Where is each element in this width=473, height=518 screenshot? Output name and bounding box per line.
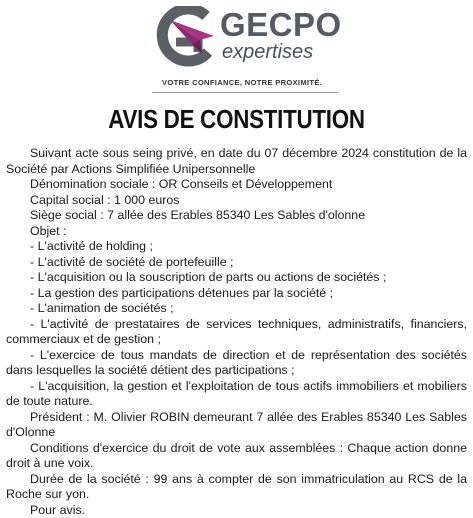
paragraph: Durée de la société : 99 ans à compter de son immatriculation au RCS de la Roche sur yon. [6, 472, 467, 503]
brand-name: GECPO [220, 8, 342, 41]
paragraph: Siège social : 7 allée des Erables 85340 Les Sables d'olonne [6, 208, 467, 224]
paragraph: - L'animation de sociétés ; [6, 301, 467, 317]
paragraph: - L'activité de prestataires de services techniques, administratifs, financiers, commerciaux et de gestion ; [6, 317, 467, 348]
paragraph: Pour avis. [6, 503, 467, 518]
paragraph: Conditions d'exercice du droit de vote aux assemblées : Chaque action donne droit à une voix. [6, 441, 467, 472]
notice-title: AVIS DE CONSTITUTION [33, 106, 440, 132]
paragraph: Dénomination sociale : OR Conseils et Développement [6, 177, 467, 193]
paragraph: Capital social : 1 000 euros [6, 193, 467, 209]
company-logo [150, 4, 330, 88]
paragraph: - La gestion des participations détenues par la société ; [6, 286, 467, 302]
paragraph: - L'activité de holding ; [6, 239, 467, 255]
paragraph: Objet : [6, 224, 467, 240]
tagline-divider [152, 92, 338, 93]
paragraph: - L'acquisition ou la souscription de parts ou actions de sociétés ; [6, 270, 467, 286]
paragraph: Suivant acte sous seing privé, en date du 07 décembre 2024 constitution de la Société par Actions Simplifiée Unipersonnelle [6, 146, 467, 177]
paragraph: - L'activité de société de portefeuille ; [6, 255, 467, 271]
gecpo-logo-mark-icon [156, 6, 218, 72]
paragraph: - L'acquisition, la gestion et l'exploitation de tous actifs immobiliers et mobiliers de toute nature. [6, 379, 467, 410]
brand-tagline: VOTRE CONFIANCE, NOTRE PROXIMITÉ. [162, 78, 322, 87]
paragraph: Président : M. Olivier ROBIN demeurant 7 allée des Erables 85340 Les Sables d'Olonne [6, 410, 467, 441]
brand-subtitle: expertises [222, 42, 313, 62]
notice-body [6, 146, 467, 518]
paragraph: - L'exercice de tous mandats de direction et de représentation des sociétés dans lesquelles la société détient des participations ; [6, 348, 467, 379]
